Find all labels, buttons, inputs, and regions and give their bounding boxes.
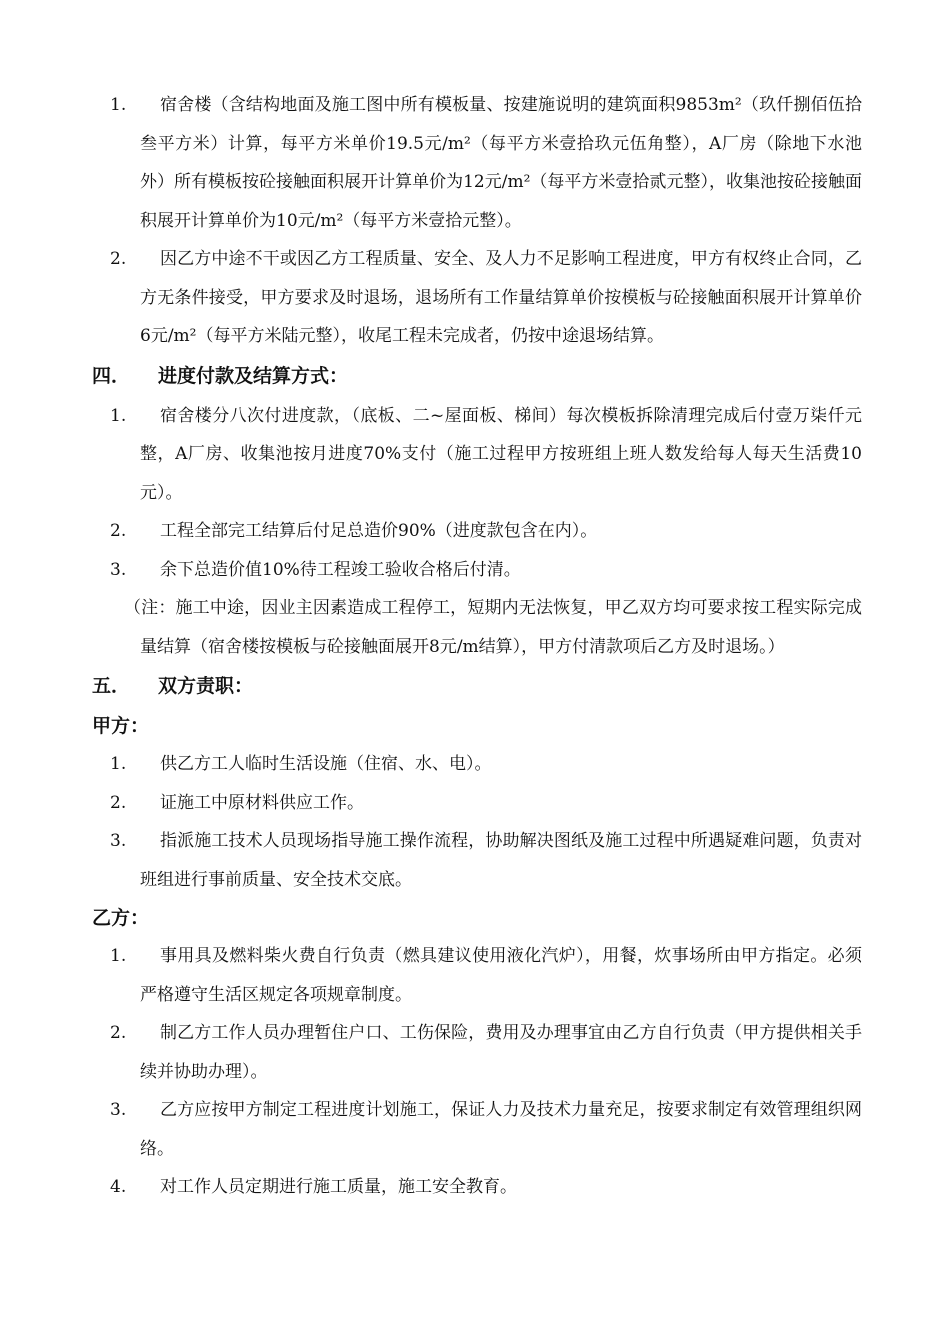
list-item-number: 1. <box>110 946 127 966</box>
list-item-number: 1. <box>110 754 127 774</box>
list-item <box>0 1168 950 1207</box>
list-item <box>0 937 950 1014</box>
section-heading-responsibilities <box>0 666 950 707</box>
list-item <box>0 397 950 513</box>
list-item-number: 3. <box>110 831 127 851</box>
list-item <box>0 1014 950 1091</box>
list-item-text: 对工作人员定期进行施工质量，施工安全教育。 <box>160 1177 517 1197</box>
list-item-number: 2. <box>110 1023 127 1043</box>
list-item-text: 工程全部完工结算后付足总造价90%（进度款包含在内）。 <box>160 521 598 541</box>
list-item-number: 2. <box>110 792 127 813</box>
party-a-heading: 甲方： <box>92 715 150 737</box>
list-item <box>0 784 950 823</box>
section-number: 四． <box>92 364 131 387</box>
list-item <box>0 745 950 784</box>
list-item-text: 乙方应按甲方制定工程进度计划施工，保证人力及技术力量充足，按要求制定有效管理组织网络。 <box>140 1100 862 1159</box>
party-b-heading: 乙方： <box>92 907 150 929</box>
contract-page <box>0 86 950 1207</box>
list-item <box>0 240 950 356</box>
list-item-text: 证施工中原材料供应工作。 <box>160 792 364 813</box>
list-item-text: 供乙方工人临时生活设施（住宿、水、电）。 <box>160 754 492 774</box>
list-item-text: 制乙方工作人员办理暂住户口、工伤保险，费用及办理事宜由乙方自行负责（甲方提供相关手续并协助办理）。 <box>140 1023 862 1082</box>
list-item-text: 事用具及燃料柴火费自行负责（燃具建议使用液化汽炉），用餐，炊事场所由甲方指定。必须严格遵守生活区规定各项规章制度。 <box>140 946 862 1005</box>
list-item <box>0 86 950 240</box>
list-item-text: 余下总造价值10%待工程竣工验收合格后付清。 <box>160 559 521 580</box>
list-item-number: 3. <box>110 1100 127 1120</box>
payment-note: （注：施工中途，因业主因素造成工程停工，短期内无法恢复，甲乙双方均可要求按工程实际完成量结算（宿舍楼按模板与砼接触面展开8元/m结算），甲方付清款项后乙方及时退场。） <box>124 598 862 657</box>
section-heading-payment <box>0 356 950 397</box>
list-item <box>0 822 950 899</box>
list-item-number: 1. <box>110 405 127 426</box>
list-item-number: 2. <box>110 249 127 269</box>
list-item-text: 宿舍楼（含结构地面及施工图中所有模板量、按建施说明的建筑面积9853m²（玖仟捌佰伍拾叁平方米）计算，每平方米单价19.5元/m²（每平方米壹拾玖元伍角整），A厂房（除地下水池外）所有模板按砼接触面积展开计算单价为12元/m²（每平方米壹拾贰元整），收集池按砼接触面积展开计算单价为10元/m²（每平方米壹拾元整）。 <box>140 95 862 231</box>
section-number: 五． <box>92 675 131 697</box>
list-item-number: 2. <box>110 521 127 541</box>
list-item-number: 4. <box>110 1177 127 1197</box>
list-item-text: 宿舍楼分八次付进度款，（底板、二~屋面板、梯间）每次模板拆除清理完成后付壹万柒仟元整，A厂房、收集池按月进度70%支付（施工过程甲方按班组上班人数发给每人每天生活费10元）。 <box>140 405 862 503</box>
list-item <box>0 512 950 551</box>
list-item <box>0 1091 950 1168</box>
section-title: 双方责职： <box>158 675 254 697</box>
section-title: 进度付款及结算方式： <box>158 364 349 387</box>
list-item-number: 3. <box>110 559 127 580</box>
list-item-number: 1. <box>110 95 127 115</box>
list-item-text: 指派施工技术人员现场指导施工操作流程，协助解决图纸及施工过程中所遇疑难问题，负责对班组进行事前质量、安全技术交底。 <box>140 831 862 890</box>
list-item-text: 因乙方中途不干或因乙方工程质量、安全、及人力不足影响工程进度，甲方有权终止合同，乙方无条件接受，甲方要求及时退场，退场所有工作量结算单价按模板与砼接触面积展开计算单价6元/m²（每平方米陆元整），收尾工程未完成者，仍按中途退场结算。 <box>140 249 862 346</box>
list-item <box>0 551 950 590</box>
